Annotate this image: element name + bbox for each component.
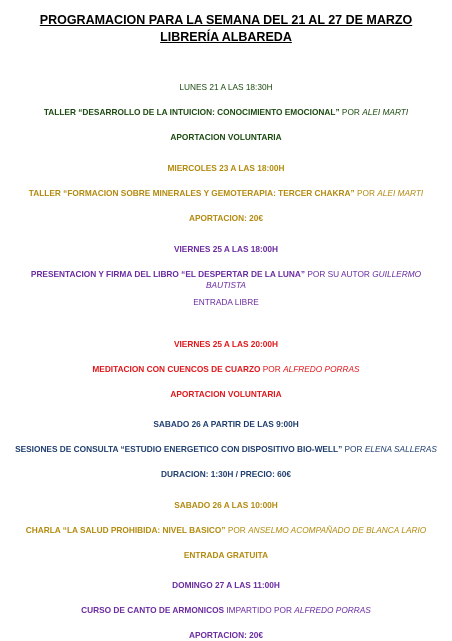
- event-by: POR: [342, 444, 365, 454]
- event-7: [0, 580, 452, 641]
- event-author: ANSELMO ACOMPAÑADO DE BLANCA LARIO: [248, 525, 427, 535]
- event-author: ALEI MARTI: [377, 188, 424, 198]
- event-description: [0, 605, 452, 616]
- event-3: [0, 244, 452, 308]
- event-price: ENTRADA LIBRE: [193, 297, 259, 307]
- event-description: [0, 525, 452, 536]
- event-date: SABADO 26 A LAS 10:00H: [174, 500, 278, 510]
- event-author: ALFREDO PORRAS: [294, 605, 371, 615]
- event-author: ALEI MARTI: [362, 107, 409, 117]
- event-price: APORTACION: 20€: [188, 213, 264, 223]
- event-2: [0, 163, 452, 224]
- event-date: VIERNES 25 A LAS 18:00H: [173, 244, 279, 254]
- event-date: VIERNES 25 A LAS 20:00H: [173, 339, 279, 349]
- event-title: MEDITACION CON CUENCOS DE CUARZO: [92, 364, 261, 374]
- event-date: MIERCOLES 23 A LAS 18:00H: [167, 163, 285, 173]
- event-price: DURACION: 1:30H / PRECIO: 60€: [160, 469, 291, 479]
- event-by: POR: [354, 188, 378, 198]
- event-by: IMPARTIDO POR: [224, 605, 295, 615]
- event-description: [0, 188, 452, 199]
- event-description: [0, 107, 452, 118]
- event-description: [0, 444, 452, 455]
- event-title: TALLER “FORMACION SOBRE MINERALES Y GEMOTERAPIA: TERCER CHAKRA”: [28, 188, 355, 198]
- event-by: POR: [260, 364, 284, 374]
- event-date: DOMINGO 27 A LAS 11:00H: [172, 580, 280, 590]
- page-subtitle: LIBRERÍA ALBAREDA: [160, 30, 292, 44]
- event-title: CURSO DE CANTO DE ARMONICOS: [81, 605, 225, 615]
- event-price: ENTRADA GRATUITA: [183, 550, 269, 560]
- event-author: ELENA SALLERAS: [364, 444, 437, 454]
- event-title: SESIONES DE CONSULTA “ESTUDIO ENERGETICO CON DISPOSITIVO BIO-WELL”: [15, 444, 343, 454]
- event-date: SABADO 26 A PARTIR DE LAS 9:00H: [153, 419, 299, 429]
- event-by: POR: [225, 525, 249, 535]
- event-by: POR: [339, 107, 363, 117]
- event-author: ALFREDO PORRAS: [283, 364, 360, 374]
- event-price: APORTACION VOLUNTARIA: [170, 389, 282, 399]
- event-6: [0, 500, 452, 561]
- event-5: [0, 419, 452, 480]
- event-date: LUNES 21 A LAS 18:30H: [179, 82, 273, 92]
- event-description: [0, 269, 452, 291]
- event-price: APORTACION: 20€: [188, 630, 264, 640]
- event-by: POR SU AUTOR: [305, 269, 373, 279]
- document-header: [0, 0, 452, 46]
- page-title: PROGRAMACION PARA LA SEMANA DEL 21 AL 27 DE MARZO: [39, 13, 413, 27]
- event-author: GUILLERMO BAUTISTA: [206, 269, 422, 290]
- event-title: PRESENTACION Y FIRMA DEL LIBRO “EL DESPERTAR DE LA LUNA”: [30, 269, 306, 279]
- event-description: [0, 364, 452, 375]
- event-1: [0, 82, 452, 143]
- event-title: CHARLA “LA SALUD PROHIBIDA: NIVEL BASICO”: [25, 525, 226, 535]
- event-title: TALLER “DESARROLLO DE LA INTUICION: CONOCIMIENTO EMOCIONAL”: [43, 107, 340, 117]
- event-price: APORTACION VOLUNTARIA: [170, 132, 282, 142]
- event-4: [0, 339, 452, 400]
